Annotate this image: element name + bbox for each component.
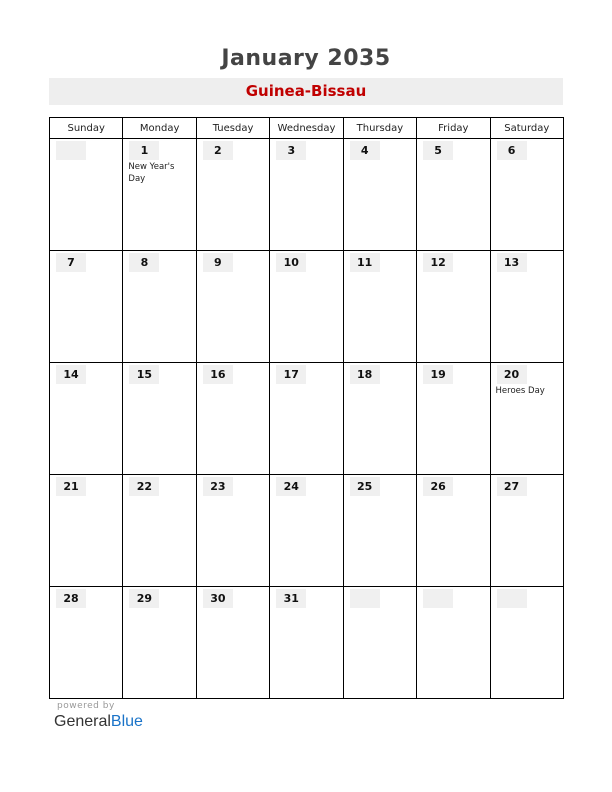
day-number: 5 (423, 141, 453, 160)
holiday-label: New Year's Day (128, 162, 175, 184)
day-number: 27 (497, 477, 527, 496)
weekday-header: Friday (417, 118, 490, 139)
day-number: 10 (276, 253, 306, 272)
day-cell (123, 587, 196, 699)
day-number: 16 (203, 365, 233, 384)
week-row (50, 475, 564, 587)
weekday-header: Saturday (490, 118, 563, 139)
day-cell (490, 587, 563, 699)
day-number (350, 589, 380, 608)
day-number: 28 (56, 589, 86, 608)
brand-blue: Blue (110, 713, 143, 730)
day-number: 17 (276, 365, 306, 384)
weekday-header: Monday (123, 118, 196, 139)
day-number: 13 (497, 253, 527, 272)
day-cell (417, 139, 490, 251)
day-cell (417, 363, 490, 475)
day-number: 24 (276, 477, 306, 496)
country-name: Guinea-Bissau (245, 82, 367, 100)
weekday-header: Wednesday (270, 118, 343, 139)
weekday-header: Tuesday (196, 118, 269, 139)
day-cell (50, 139, 123, 251)
day-number (497, 589, 527, 608)
day-number: 25 (350, 477, 380, 496)
day-cell (270, 587, 343, 699)
day-number: 30 (203, 589, 233, 608)
weekday-header: Sunday (50, 118, 123, 139)
powered-by-text: powered by (57, 701, 115, 711)
week-row (50, 587, 564, 699)
day-number: 12 (423, 253, 453, 272)
day-cell (123, 139, 196, 251)
day-cell (50, 251, 123, 363)
day-cell (50, 475, 123, 587)
day-cell (490, 363, 563, 475)
day-cell (196, 139, 269, 251)
week-row (50, 363, 564, 475)
day-number: 9 (203, 253, 233, 272)
day-number: 29 (129, 589, 159, 608)
day-cell (123, 475, 196, 587)
day-number: 22 (129, 477, 159, 496)
day-number: 19 (423, 365, 453, 384)
week-row (50, 139, 564, 251)
weekday-header: Thursday (343, 118, 416, 139)
day-cell (196, 251, 269, 363)
day-cell (343, 587, 416, 699)
day-number: 11 (350, 253, 380, 272)
day-cell (417, 251, 490, 363)
generalblue-logo[interactable] (54, 713, 143, 731)
day-cell (123, 363, 196, 475)
day-number: 18 (350, 365, 380, 384)
day-number: 2 (203, 141, 233, 160)
country-banner (49, 78, 563, 105)
day-cell (343, 139, 416, 251)
day-cell (343, 251, 416, 363)
day-number: 20 (497, 365, 527, 384)
day-cell (196, 587, 269, 699)
day-number: 7 (56, 253, 86, 272)
day-number: 4 (350, 141, 380, 160)
day-cell (490, 251, 563, 363)
day-cell (270, 139, 343, 251)
day-number: 15 (129, 365, 159, 384)
calendar-title: January 2035 (221, 46, 391, 71)
day-number: 1 (129, 141, 159, 160)
brand-general: General (54, 713, 111, 730)
day-cell (123, 251, 196, 363)
holiday-label: Heroes Day (495, 386, 545, 396)
day-cell (196, 475, 269, 587)
day-number: 31 (276, 589, 306, 608)
day-cell (50, 363, 123, 475)
day-cell (196, 363, 269, 475)
day-number: 3 (276, 141, 306, 160)
day-number: 8 (129, 253, 159, 272)
day-cell (50, 587, 123, 699)
day-cell (270, 475, 343, 587)
day-cell (417, 475, 490, 587)
day-cell (490, 475, 563, 587)
day-cell (343, 363, 416, 475)
day-number: 26 (423, 477, 453, 496)
day-cell (270, 251, 343, 363)
day-cell (490, 139, 563, 251)
calendar-grid (49, 117, 564, 699)
day-cell (417, 587, 490, 699)
day-number: 23 (203, 477, 233, 496)
day-cell (270, 363, 343, 475)
day-number: 6 (497, 141, 527, 160)
day-number: 14 (56, 365, 86, 384)
week-row (50, 251, 564, 363)
day-number (423, 589, 453, 608)
day-cell (343, 475, 416, 587)
day-number: 21 (56, 477, 86, 496)
weekday-header-row (50, 118, 564, 139)
day-number (56, 141, 86, 160)
